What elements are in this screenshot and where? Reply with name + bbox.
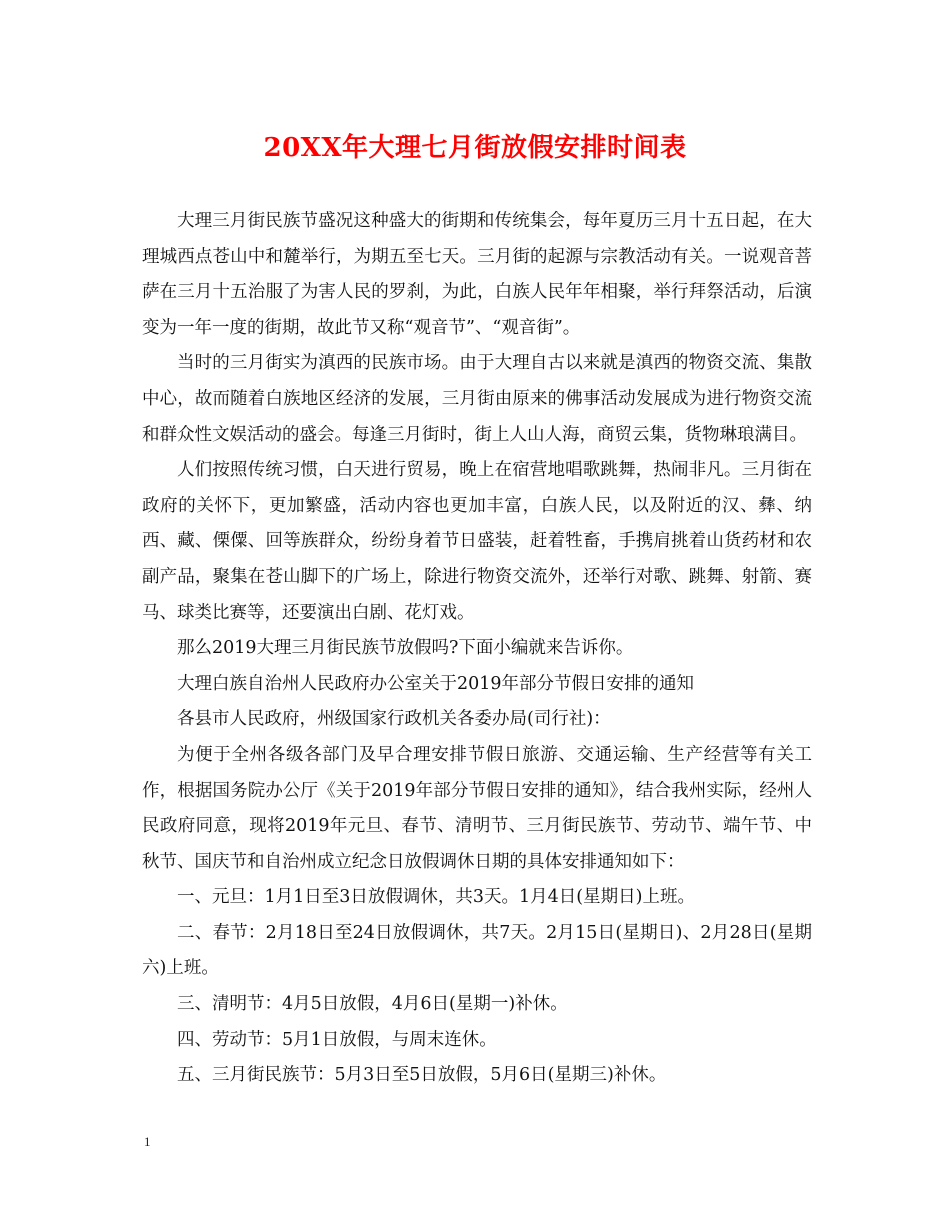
page-number: 1 — [144, 1134, 151, 1149]
document-title: 20XX年大理七月街放假安排时间表 — [263, 133, 687, 163]
paragraph-7: 为便于全州各级各部门及早合理安排节假日旅游、交通运输、生产经营等有关工作，根据国务院办公厅《关于2019年部分节假日安排的通知》，结合我州实际，经州人民政府同意，现将2019年元旦、春节、清明节、三月街民族节、劳动节、端午节、中秋节、国庆节和自治州成立纪念日放假调休日期的具体安排通知如下： — [142, 744, 812, 872]
paragraph-1: 大理三月街民族节盛况这种盛大的街期和传统集会，每年夏历三月十五日起，在大理城西点苍山中和麓举行，为期五至七天。三月街的起源与宗教活动有关。一说观音菩萨在三月十五治服了为害人民的罗刹，为此，白族人民年年相聚，举行拜祭活动，后演变为一年一度的街期，故此节又称“观音节”、“观音街”。 — [142, 211, 812, 338]
paragraph-4: 那么2019大理三月街民族节放假吗?下面小编就来告诉你。 — [177, 638, 634, 659]
paragraph-11: 四、劳动节：5月1日放假，与周末连休。 — [177, 1029, 497, 1050]
paragraph-5: 大理白族自治州人民政府办公室关于2019年部分节假日安排的通知 — [177, 673, 695, 694]
paragraph-3: 人们按照传统习惯，白天进行贸易，晚上在宿营地唱歌跳舞，热闹非凡。三月街在政府的关怀下，更加繁盛，活动内容也更加丰富，白族人民，以及附近的汉、彝、纳西、藏、傈僳、回等族群众，纷纷身着节日盛装，赶着牲畜，手携肩挑着山货药材和农副产品，聚集在苍山脚下的广场上，除进行物资交流外，还举行对歌、跳舞、射箭、赛马、球类比赛等，还要演出白剧、花灯戏。 — [142, 460, 812, 623]
paragraph-8: 一、元旦：1月1日至3日放假调休，共3天。1月4日(星期日)上班。 — [177, 887, 695, 908]
paragraph-10: 三、清明节：4月5日放假，4月6日(星期一)补休。 — [177, 994, 568, 1015]
paragraph-12: 五、三月街民族节：5月3日至5日放假，5月6日(星期三)补休。 — [177, 1065, 667, 1086]
paragraph-2: 当时的三月街实为滇西的民族市场。由于大理自古以来就是滇西的物资交流、集散中心，故而随着白族地区经济的发展，三月街由原来的佛事活动发展成为进行物资交流和群众性文娱活动的盛会。每逢三月街时，街上人山人海，商贸云集，货物琳琅满目。 — [142, 353, 812, 445]
paragraph-9: 二、春节：2月18日至24日放假调休，共7天。2月15日(星期日)、2月28日(星期六)上班。 — [142, 922, 812, 979]
document-body — [142, 204, 812, 1094]
paragraph-6: 各县市人民政府，州级国家行政机关各委办局(司行社)： — [177, 709, 611, 730]
